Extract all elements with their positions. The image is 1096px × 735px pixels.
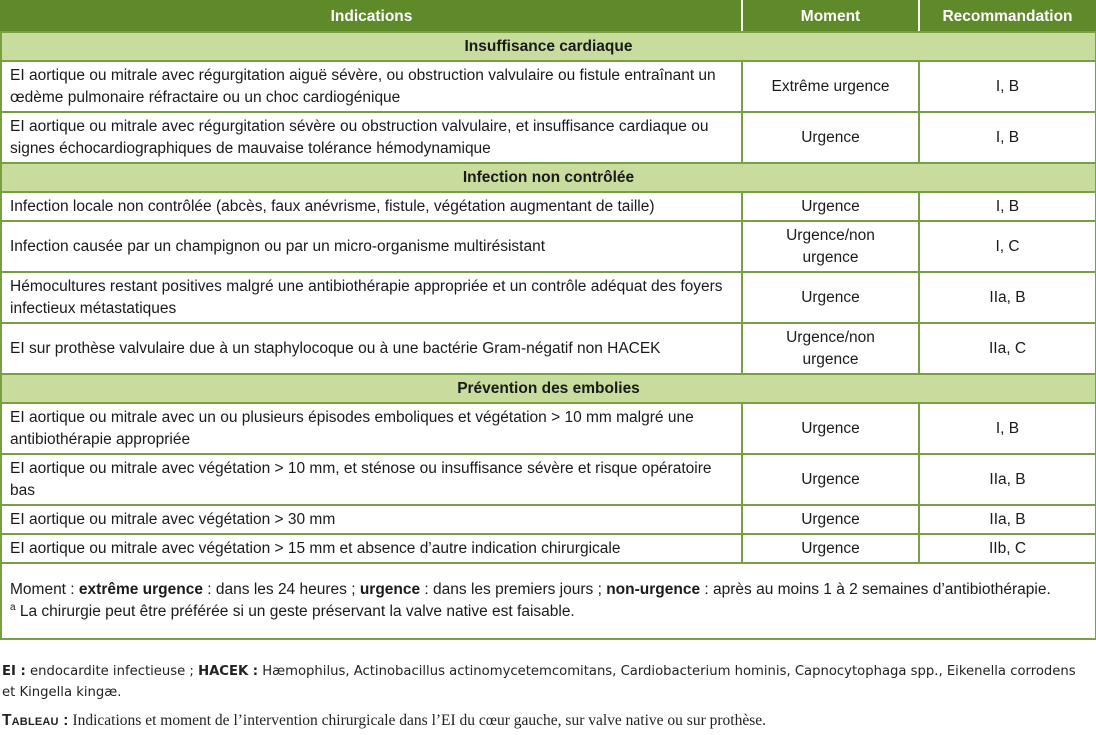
table-row — [1, 403, 1096, 454]
term-non-urgence-def: : après au moins 1 à 2 semaines d’antibiothérapie. — [700, 581, 1051, 598]
table-caption — [2, 712, 766, 730]
indication-cell: EI aortique ou mitrale avec végétation > 15 mm et absence d’autre indication chirurgicale — [1, 534, 742, 563]
table-row — [1, 534, 1096, 563]
table-row — [1, 61, 1096, 112]
section-title: Insuffisance cardiaque — [1, 32, 1096, 61]
table-note-row — [1, 563, 1096, 639]
abbr-ei-text: endocardite infectieuse ; — [25, 664, 199, 679]
moment-cell: Urgence — [742, 192, 919, 221]
moment-cell: Urgence — [742, 403, 919, 454]
footnote-text: La chirurgie peut être préférée si un geste préservant la valve native est faisable. — [15, 603, 575, 620]
recommandation-cell: I, B — [919, 112, 1096, 163]
recommandation-cell: IIa, B — [919, 454, 1096, 505]
table-row — [1, 323, 1096, 374]
section-title: Prévention des embolies — [1, 374, 1096, 403]
moment-cell: Urgence — [742, 272, 919, 323]
indication-cell: Infection causée par un champignon ou par un micro-organisme multirésistant — [1, 221, 742, 272]
abbreviations — [2, 661, 1092, 703]
caption-text: Indications et moment de l’intervention chirurgicale dans l’EI du cœur gauche, sur valve native ou sur prothèse. — [68, 712, 767, 729]
abbr-hacek-text: Hæmophilus, Actinobacillus actinomycetemcomitans, Cardiobacterium hominis, Capnocytophaga spp., Eikenella corrodens et Kingella kingæ. — [2, 664, 1076, 700]
recommandation-cell: IIa, B — [919, 272, 1096, 323]
moment-cell: Urgence — [742, 534, 919, 563]
indication-cell: EI aortique ou mitrale avec végétation > 30 mm — [1, 505, 742, 534]
recommandation-cell: IIb, C — [919, 534, 1096, 563]
caption-label: Tableau : — [2, 712, 69, 729]
moment-definitions — [10, 579, 1087, 601]
header-moment: Moment — [742, 1, 919, 32]
recommandation-cell: I, C — [919, 221, 1096, 272]
table-row — [1, 505, 1096, 534]
moment-cell: Urgence — [742, 505, 919, 534]
moment-cell: Urgence — [742, 454, 919, 505]
indication-cell: Infection locale non contrôlée (abcès, faux anévrisme, fistule, végétation augmentant de taille) — [1, 192, 742, 221]
header-recommandation: Recommandation — [919, 1, 1096, 32]
table-row — [1, 192, 1096, 221]
moment-cell: Urgence/non urgence — [742, 221, 919, 272]
recommandation-cell: I, B — [919, 403, 1096, 454]
table-row — [1, 112, 1096, 163]
moment-label: Moment : — [10, 581, 79, 598]
indication-cell: EI sur prothèse valvulaire due à un staphylocoque ou à une bactérie Gram-négatif non HACEK — [1, 323, 742, 374]
recommandation-cell: I, B — [919, 61, 1096, 112]
moment-cell: Urgence/non urgence — [742, 323, 919, 374]
indication-cell: EI aortique ou mitrale avec régurgitation aiguë sévère, ou obstruction valvulaire ou fistule entraînant un œdème pulmonaire réfractaire ou un choc cardiogénique — [1, 61, 742, 112]
footnote — [10, 601, 1087, 623]
footnote-mark: a — [10, 601, 16, 613]
header-indications: Indications — [1, 1, 742, 32]
recommandation-cell: I, B — [919, 192, 1096, 221]
term-extreme-urgence-def: : dans les 24 heures ; — [202, 581, 360, 598]
table-row — [1, 454, 1096, 505]
moment-cell: Extrême urgence — [742, 61, 919, 112]
table-header-row — [1, 1, 1096, 32]
table-note — [1, 563, 1096, 639]
term-non-urgence: non-urgence — [606, 581, 701, 598]
indication-cell: EI aortique ou mitrale avec régurgitation sévère ou obstruction valvulaire, et insuffisance cardiaque ou signes échocardiographiques de mauvaise tolérance hémodynamique — [1, 112, 742, 163]
indication-cell: Hémocultures restant positives malgré une antibiothérapie appropriée et un contrôle adéquat des foyers infectieux métastatiques — [1, 272, 742, 323]
section-title: Infection non contrôlée — [1, 163, 1096, 192]
recommandation-cell: IIa, C — [919, 323, 1096, 374]
indication-cell: EI aortique ou mitrale avec végétation > 10 mm, et sténose ou insuffisance sévère et risque opératoire bas — [1, 454, 742, 505]
indication-cell: EI aortique ou mitrale avec un ou plusieurs épisodes emboliques et végétation > 10 mm malgré une antibiothérapie appropriée — [1, 403, 742, 454]
table-row — [1, 272, 1096, 323]
term-extreme-urgence: extrême urgence — [78, 581, 203, 598]
section-row-prevention-des-embolies — [1, 374, 1096, 403]
moment-cell: Urgence — [742, 112, 919, 163]
abbr-hacek-label: HACEK : — [198, 664, 259, 679]
section-row-insuffisance-cardiaque — [1, 32, 1096, 61]
term-urgence: urgence — [359, 581, 421, 598]
table-row — [1, 221, 1096, 272]
recommandation-cell: IIa, B — [919, 505, 1096, 534]
term-urgence-def: : dans les premiers jours ; — [420, 581, 607, 598]
section-row-infection-non-controlee — [1, 163, 1096, 192]
abbr-ei-label: EI : — [2, 664, 26, 679]
